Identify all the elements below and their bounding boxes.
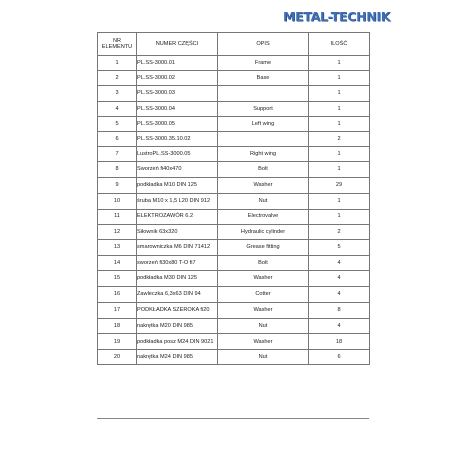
cell-quantity: 4 [309, 287, 370, 303]
header-quantity: ILOŚĆ [309, 33, 370, 56]
table-row [98, 56, 370, 71]
cell-part-number: podkładka M10 DIN 125 [137, 177, 218, 193]
cell-quantity: 4 [309, 271, 370, 287]
cell-part-number: nakrętka M24 DIN 985 [137, 350, 218, 365]
cell-part-number: PODKŁADKA SZEROKA fi20 [137, 303, 218, 319]
cell-quantity: 1 [309, 116, 370, 131]
cell-quantity: 2 [309, 224, 370, 239]
header-description: OPIS [218, 33, 309, 56]
company-logo [283, 8, 391, 26]
cell-description: Electrovalve [218, 209, 309, 224]
cell-part-number: LustroPL.SS-3000.05 [137, 147, 218, 162]
cell-quantity: 1 [309, 71, 370, 86]
table-row [98, 334, 370, 350]
table-row [98, 116, 370, 131]
cell-nr: 15 [98, 271, 137, 287]
cell-description: Grease fitting [218, 239, 309, 255]
cell-nr: 9 [98, 177, 137, 193]
cell-description: Base [218, 71, 309, 86]
table-row [98, 177, 370, 193]
cell-description [218, 86, 309, 101]
cell-nr: 16 [98, 287, 137, 303]
cell-quantity: 1 [309, 86, 370, 101]
cell-nr: 10 [98, 193, 137, 209]
parts-table [97, 32, 370, 365]
cell-nr: 5 [98, 116, 137, 131]
cell-part-number: PL.SS-3000.04 [137, 101, 218, 116]
cell-quantity: 1 [309, 101, 370, 116]
cell-part-number: PL.SS-3000.02 [137, 71, 218, 86]
cell-description: Nut [218, 350, 309, 365]
cell-nr: 6 [98, 131, 137, 146]
table-row [98, 319, 370, 334]
cell-quantity: 1 [309, 209, 370, 224]
cell-quantity: 4 [309, 255, 370, 270]
table-row [98, 86, 370, 101]
cell-nr: 20 [98, 350, 137, 365]
cell-quantity: 2 [309, 131, 370, 146]
table-row [98, 239, 370, 255]
cell-nr: 19 [98, 334, 137, 350]
cell-part-number: PL.SS-3000.01 [137, 56, 218, 71]
cell-nr: 13 [98, 239, 137, 255]
cell-nr: 1 [98, 56, 137, 71]
table-row [98, 287, 370, 303]
cell-part-number: nakrętka M20 DIN 985 [137, 319, 218, 334]
cell-quantity: 5 [309, 239, 370, 255]
cell-description: Support [218, 101, 309, 116]
cell-part-number: PL.SS-3000.35.10.02 [137, 131, 218, 146]
cell-part-number: sworzeń fi30x80 T-O fi7 [137, 255, 218, 270]
cell-description: Bolt [218, 255, 309, 270]
table-row [98, 147, 370, 162]
cell-part-number: smarowniczka M6 DIN 71412 [137, 239, 218, 255]
cell-part-number: Zawleczka 6,3x63 DIN 94 [137, 287, 218, 303]
cell-part-number: PL.SS-3000.05 [137, 116, 218, 131]
cell-quantity: 6 [309, 350, 370, 365]
cell-part-number: ELEKTROZAWÓR 6.2 [137, 209, 218, 224]
cell-nr: 14 [98, 255, 137, 270]
cell-nr: 11 [98, 209, 137, 224]
table-row [98, 209, 370, 224]
cell-description: Washer [218, 177, 309, 193]
cell-part-number: podkładka M30 DIN 125 [137, 271, 218, 287]
cell-nr: 18 [98, 319, 137, 334]
header-part-number: NUMER CZĘŚCI [137, 33, 218, 56]
cell-quantity: 18 [309, 334, 370, 350]
cell-nr: 2 [98, 71, 137, 86]
cell-description: Left wing [218, 116, 309, 131]
cell-nr: 8 [98, 162, 137, 177]
header-nr: NR ELEMENTU [98, 33, 137, 56]
cell-description [218, 131, 309, 146]
cell-part-number: Sworzeń fi40x470 [137, 162, 218, 177]
table-row [98, 71, 370, 86]
cell-description: Washer [218, 334, 309, 350]
cell-quantity: 4 [309, 319, 370, 334]
cell-part-number: Siłownik 63x320 [137, 224, 218, 239]
cell-description: Nut [218, 193, 309, 209]
cell-quantity: 1 [309, 56, 370, 71]
cell-description: Right wing [218, 147, 309, 162]
cell-description: Washer [218, 271, 309, 287]
table-row [98, 303, 370, 319]
cell-quantity: 1 [309, 193, 370, 209]
table-header-row [98, 33, 370, 56]
cell-nr: 7 [98, 147, 137, 162]
cell-description: Washer [218, 303, 309, 319]
cell-quantity: 8 [309, 303, 370, 319]
table-row [98, 271, 370, 287]
cell-nr: 4 [98, 101, 137, 116]
cell-description: Hydraulic cylinder [218, 224, 309, 239]
logo-text: METAL-TECHNIK [283, 9, 391, 24]
cell-quantity: 1 [309, 162, 370, 177]
table-row [98, 350, 370, 365]
cell-description: Cotter [218, 287, 309, 303]
table-row [98, 193, 370, 209]
cell-description: Bolt [218, 162, 309, 177]
cell-description: Nut [218, 319, 309, 334]
cell-description: Frame [218, 56, 309, 71]
cell-nr: 3 [98, 86, 137, 101]
table-row [98, 101, 370, 116]
cell-nr: 12 [98, 224, 137, 239]
table-row [98, 255, 370, 270]
table-row [98, 224, 370, 239]
footer-divider [97, 418, 369, 419]
cell-quantity: 1 [309, 147, 370, 162]
cell-nr: 17 [98, 303, 137, 319]
cell-part-number: śruba M10 x 1,5 L20 DIN 912 [137, 193, 218, 209]
cell-part-number: podkładka posz M24 DIN 9021 [137, 334, 218, 350]
cell-part-number: PL.SS-3000.03 [137, 86, 218, 101]
table-row [98, 131, 370, 146]
cell-quantity: 29 [309, 177, 370, 193]
table-row [98, 162, 370, 177]
